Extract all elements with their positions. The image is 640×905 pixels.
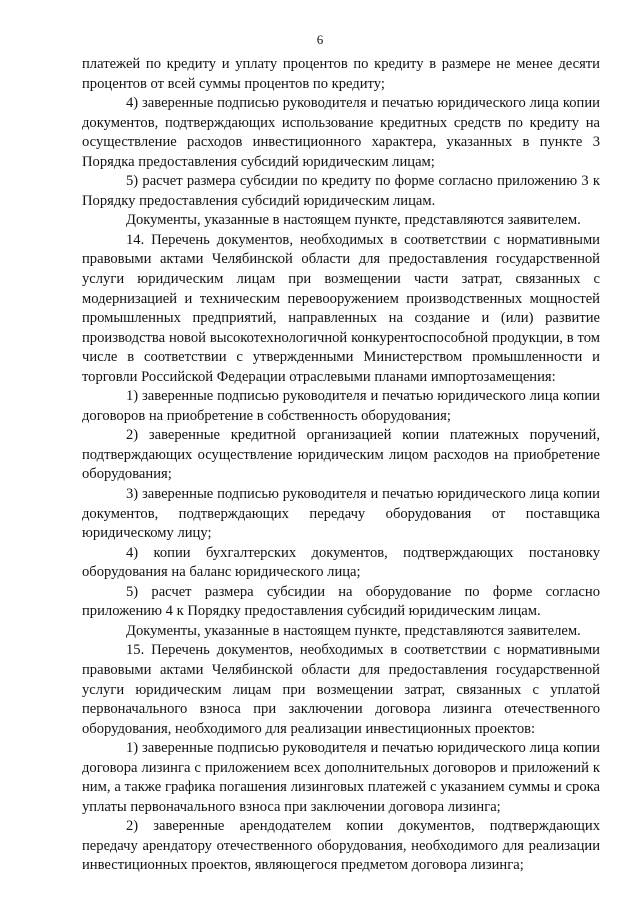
paragraph-applicant-note: Документы, указанные в настоящем пункте, представляются заявителем. (126, 622, 581, 639)
paragraph-continuation: платежей по кредиту и уплату процентов по кредиту в размере не менее десяти процентов от всей суммы процентов по кредиту; (82, 56, 600, 92)
paragraph-15-item-2: 2) заверенные арендодателем копии документов, подтверждающих передачу арендатору отечественного оборудования, необходимого для реализации инвестиционных проектов, являющегося предметом договора лизинга; (82, 818, 600, 874)
document-body (82, 55, 600, 876)
paragraph-14-item-1: 1) заверенные подписью руководителя и печатью юридического лица копии договоров на приобретение в собственность оборудования; (82, 388, 600, 424)
paragraph-applicant-note: Документы, указанные в настоящем пункте, представляются заявителем. (126, 212, 581, 229)
paragraph-item-4-credit-docs: 4) заверенные подписью руководителя и печатью юридического лица копии документов, подтверждающих использование кредитных средств по кредиту на осуществление расходов инвестиционного характера, указанных в пункте 3 Порядка предоставления субсидий юридическим лицам; (82, 95, 600, 170)
paragraph-14-item-5: 5) расчет размера субсидии на оборудование по форме согласно приложению 4 к Порядку предоставления субсидий юридическим лицам. (82, 583, 600, 620)
paragraph-14-item-4: 4) копии бухгалтерских документов, подтверждающих постановку оборудования на баланс юридического лица; (82, 544, 600, 581)
paragraph-item-5-credit-subsidy: 5) расчет размера субсидии по кредиту по форме согласно приложению 3 к Порядку предоставления субсидий юридическим лицам. (82, 173, 600, 209)
paragraph-section-15: 15. Перечень документов, необходимых в соответствии с нормативными правовыми актами Челябинской области для предоставления государственной услуги юридическим лицам при возмещении затрат, связанных с уплатой первоначального взноса при заключении договора лизинга отечественного оборудования, необходимого для реализации инвестиционных проектов: (82, 642, 600, 737)
paragraph-section-14: 14. Перечень документов, необходимых в соответствии с нормативными правовыми актами Челябинской области для предоставления государственной услуги юридическим лицам при возмещении части затрат, связанных с модернизацией и техническим перевооружением производственных мощностей промышленных предприятий, направленных на создание и (или) развитие производства новой высокотехнологичной конкурентоспособной продукции, в том числе в соответствии с утвержденными Министерством промышленности и торговли Российской Федерации отраслевыми планами импортозамещения: (82, 231, 600, 385)
paragraph-15-item-1: 1) заверенные подписью руководителя и печатью юридического лица копии договора лизинга с приложением всех дополнительных договоров и приложений к ним, а также графика погашения лизинговых платежей с указанием суммы и срока уплаты первоначального взноса при заключении договора лизинга; (82, 740, 600, 815)
paragraph-14-item-2: 2) заверенные кредитной организацией копии платежных поручений, подтверждающих осуществление юридическим лицом расходов на приобретение оборудования; (82, 427, 600, 483)
page-number: 6 (316, 32, 324, 47)
paragraph-14-item-3: 3) заверенные подписью руководителя и печатью юридического лица копии документов, подтверждающих передачу оборудования от поставщика юридическому лицу; (82, 486, 600, 542)
